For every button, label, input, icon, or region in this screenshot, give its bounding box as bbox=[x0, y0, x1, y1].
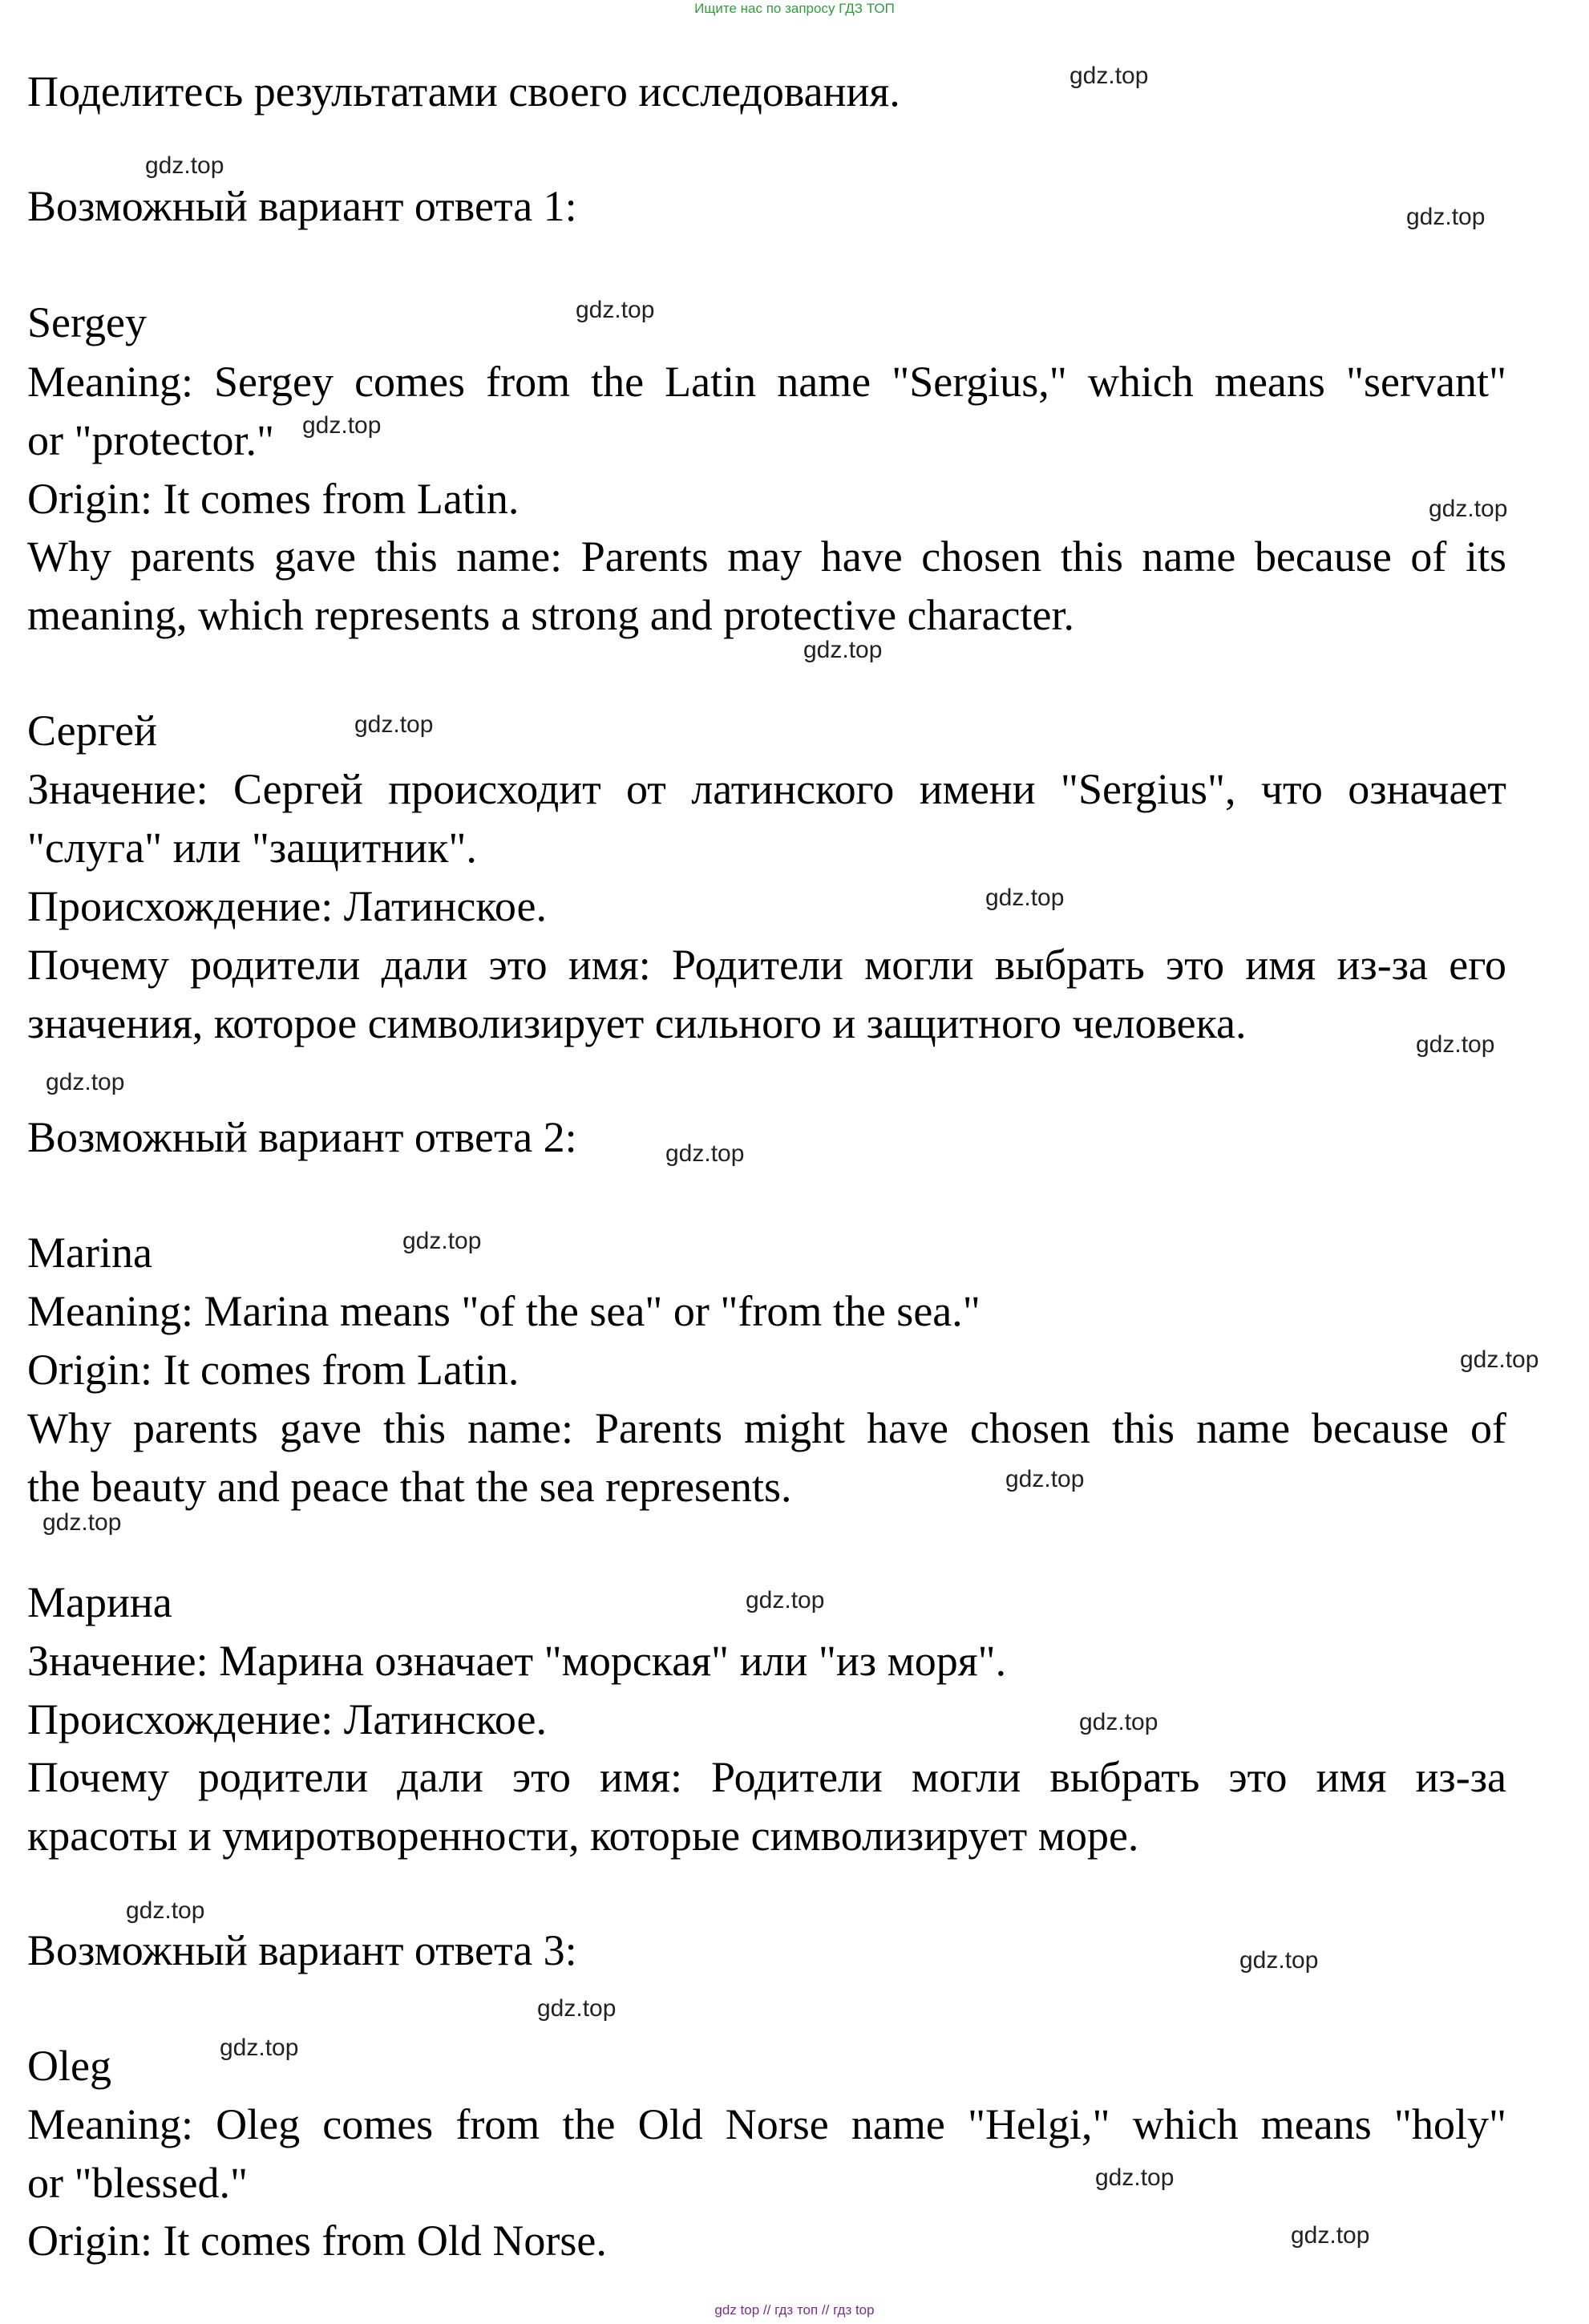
watermark: gdz.top bbox=[1239, 1947, 1319, 1974]
variant-2-heading: Возможный вариант ответа 2: bbox=[27, 1113, 577, 1161]
sergey-meaning-line-1: Meaning: Sergey comes from the Latin name "Sergius," which means "servant" bbox=[27, 358, 1506, 406]
sergei-ru-why-line-1: Почему родители дали это имя: Родители могли выбрать это имя из-за его bbox=[27, 941, 1506, 989]
watermark: gdz.top bbox=[537, 1995, 617, 2022]
variant-3-heading: Возможный вариант ответа 3: bbox=[27, 1926, 577, 1974]
sergey-origin: Origin: It comes from Latin. bbox=[27, 475, 520, 523]
marina-ru-why-line-1: Почему родители дали это имя: Родители могли выбрать это имя из-за bbox=[27, 1753, 1506, 1801]
oleg-meaning-line-2: or "blessed." bbox=[27, 2159, 249, 2207]
watermark: gdz.top bbox=[1406, 204, 1486, 230]
marina-ru-why-line-2: красоты и умиротворенности, которые символизирует море. bbox=[27, 1812, 1139, 1860]
watermark: gdz.top bbox=[1416, 1031, 1495, 1058]
marina-ru-meaning: Значение: Марина означает "морская" или "из моря". bbox=[27, 1637, 1007, 1685]
variant-1-heading: Возможный вариант ответа 1: bbox=[27, 182, 577, 230]
watermark: gdz.top bbox=[354, 711, 434, 738]
oleg-meaning-line-1: Meaning: Oleg comes from the Old Norse name "Helgi," which means "holy" bbox=[27, 2100, 1506, 2148]
watermark: gdz.top bbox=[1460, 1346, 1539, 1373]
watermark: gdz.top bbox=[985, 885, 1065, 911]
marina-ru-origin: Происхождение: Латинское. bbox=[27, 1695, 547, 1743]
sergei-ru-meaning-line-1: Значение: Сергей происходит от латинского имени "Sergius", что означает bbox=[27, 765, 1506, 813]
watermark: gdz.top bbox=[145, 152, 224, 179]
watermark: gdz.top bbox=[1095, 2164, 1175, 2191]
marina-why-line-2: the beauty and peace that the sea represents. bbox=[27, 1463, 792, 1511]
name-title-oleg: Oleg bbox=[27, 2042, 111, 2090]
top-banner: Ищите нас по запросу ГДЗ ТОП bbox=[694, 1, 895, 16]
watermark: gdz.top bbox=[746, 1587, 825, 1613]
watermark: gdz.top bbox=[402, 1228, 482, 1254]
watermark: gdz.top bbox=[302, 412, 382, 439]
watermark: gdz.top bbox=[46, 1069, 125, 1095]
marina-origin: Origin: It comes from Latin. bbox=[27, 1346, 520, 1394]
name-title-marina: Marina bbox=[27, 1229, 152, 1277]
name-title-marina-ru: Марина bbox=[27, 1578, 172, 1626]
watermark: gdz.top bbox=[126, 1897, 205, 1924]
name-title-sergei-ru: Сергей bbox=[27, 707, 157, 755]
watermark: gdz.top bbox=[803, 637, 883, 663]
watermark: gdz.top bbox=[220, 2035, 299, 2061]
name-title-sergey: Sergey bbox=[27, 298, 147, 346]
sergei-ru-why-line-2: значения, которое символизирует сильного и защитного человека. bbox=[27, 999, 1247, 1047]
watermark: gdz.top bbox=[1429, 496, 1508, 522]
sergey-meaning-line-2: or "protector." bbox=[27, 416, 274, 464]
watermark: gdz.top bbox=[1079, 1709, 1158, 1735]
sergey-why-line-1: Why parents gave this name: Parents may have chosen this name because of its bbox=[27, 532, 1506, 581]
sergei-ru-meaning-line-2: "слуга" или "защитник". bbox=[27, 824, 477, 872]
watermark: gdz.top bbox=[1291, 2222, 1370, 2249]
watermark: gdz.top bbox=[42, 1509, 122, 1536]
watermark: gdz.top bbox=[576, 297, 655, 323]
watermark: gdz.top bbox=[1069, 63, 1149, 89]
marina-why-line-1: Why parents gave this name: Parents might have chosen this name because of bbox=[27, 1404, 1506, 1452]
watermark: gdz.top bbox=[665, 1140, 745, 1167]
watermark: gdz.top bbox=[1005, 1466, 1085, 1492]
sergey-why-line-2: meaning, which represents a strong and protective character. bbox=[27, 591, 1074, 639]
sergei-ru-origin: Происхождение: Латинское. bbox=[27, 882, 547, 930]
marina-meaning: Meaning: Marina means "of the sea" or "from the sea." bbox=[27, 1287, 980, 1335]
intro-prompt: Поделитесь результатами своего исследования. bbox=[27, 67, 900, 115]
bottom-banner: gdz top // гдз топ // гдз top bbox=[714, 2302, 875, 2318]
oleg-origin: Origin: It comes from Old Norse. bbox=[27, 2217, 607, 2265]
